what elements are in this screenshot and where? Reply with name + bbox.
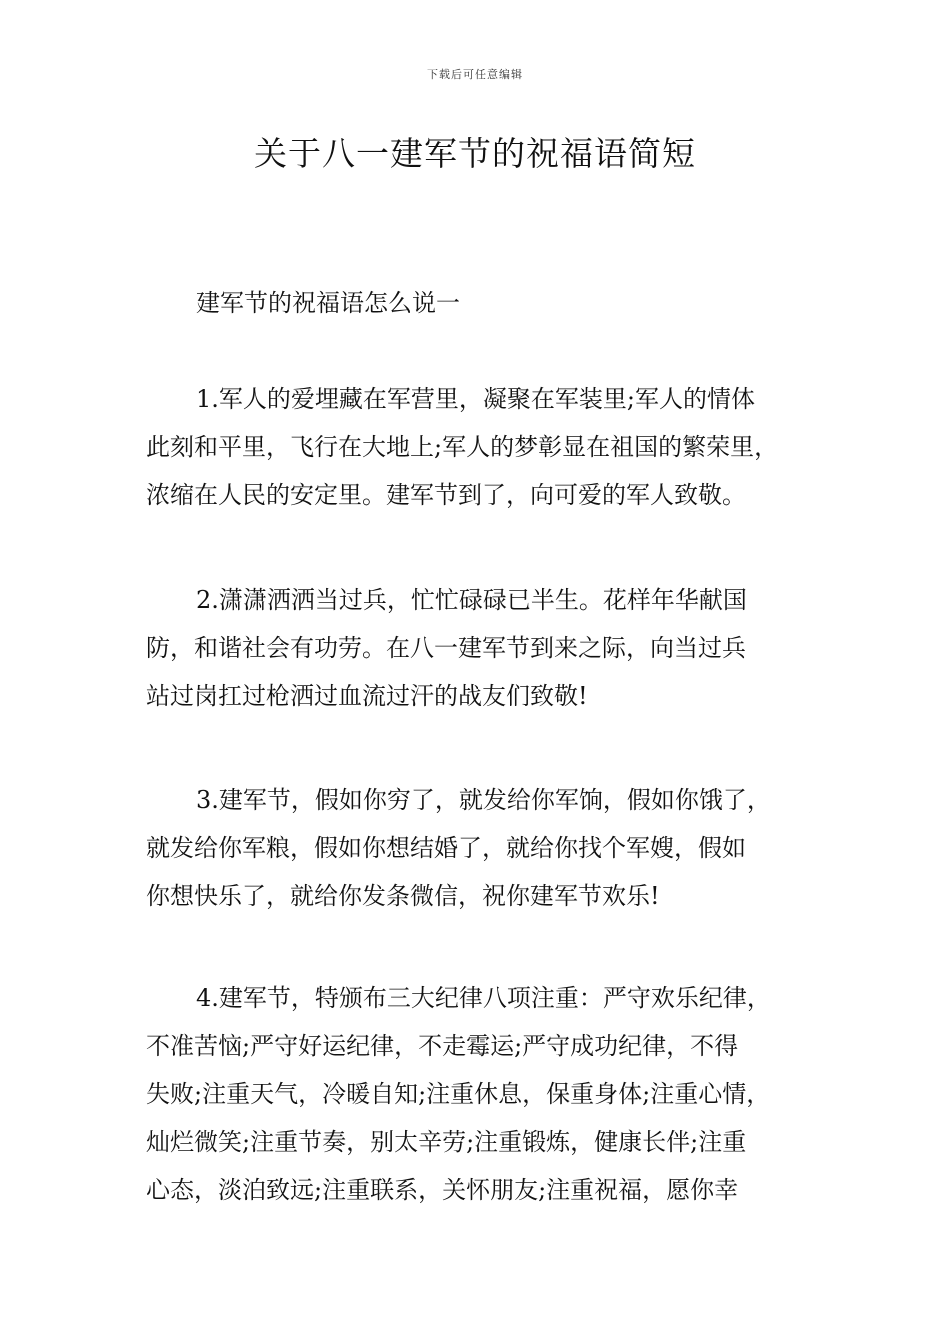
- paragraph-line: 失败;注重天气，冷暖自知;注重休息，保重身体;注重心情，: [146, 1080, 771, 1108]
- paragraph-line: 3.建军节，假如你穷了，就发给你军饷，假如你饿了，: [196, 786, 771, 814]
- paragraph-line: 4.建军节，特颁布三大纪律八项注重：严守欢乐纪律，: [196, 984, 771, 1012]
- header-note: 下载后可任意编辑: [427, 68, 523, 81]
- paragraph-line: 不准苦恼;严守好运纪律，不走霉运;严守成功纪律，不得: [146, 1032, 739, 1060]
- blessing-paragraph-1: [146, 375, 836, 519]
- paragraph-line: 1.军人的爱埋藏在军营里，凝聚在军装里;军人的情体: [196, 385, 755, 413]
- section-heading: 建军节的祝福语怎么说一: [196, 289, 460, 317]
- paragraph-line: 站过岗扛过枪洒过血流过汗的战友们致敬!: [146, 682, 588, 710]
- paragraph-line: 2.潇潇洒洒当过兵，忙忙碌碌已半生。花样年华献国: [196, 586, 747, 614]
- paragraph-line: 防，和谐社会有功劳。在八一建军节到来之际，向当过兵: [146, 634, 746, 662]
- blessing-paragraph-4: [146, 974, 836, 1214]
- paragraph-line: 心态，淡泊致远;注重联系，关怀朋友;注重祝福，愿你幸: [146, 1176, 739, 1204]
- document-title: 关于八一建军节的祝福语简短: [254, 134, 696, 173]
- paragraph-line: 此刻和平里，飞行在大地上;军人的梦彰显在祖国的繁荣里，: [146, 433, 779, 461]
- paragraph-line: 就发给你军粮，假如你想结婚了，就给你找个军嫂，假如: [146, 834, 746, 862]
- blessing-paragraph-3: [146, 776, 836, 920]
- blessing-paragraph-2: [146, 576, 836, 720]
- paragraph-line: 浓缩在人民的安定里。建军节到了，向可爱的军人致敬。: [146, 481, 746, 509]
- paragraph-line: 灿烂微笑;注重节奏，别太辛劳;注重锻炼，健康长伴;注重: [146, 1128, 747, 1156]
- paragraph-line: 你想快乐了，就给你发条微信，祝你建军节欢乐!: [146, 882, 660, 910]
